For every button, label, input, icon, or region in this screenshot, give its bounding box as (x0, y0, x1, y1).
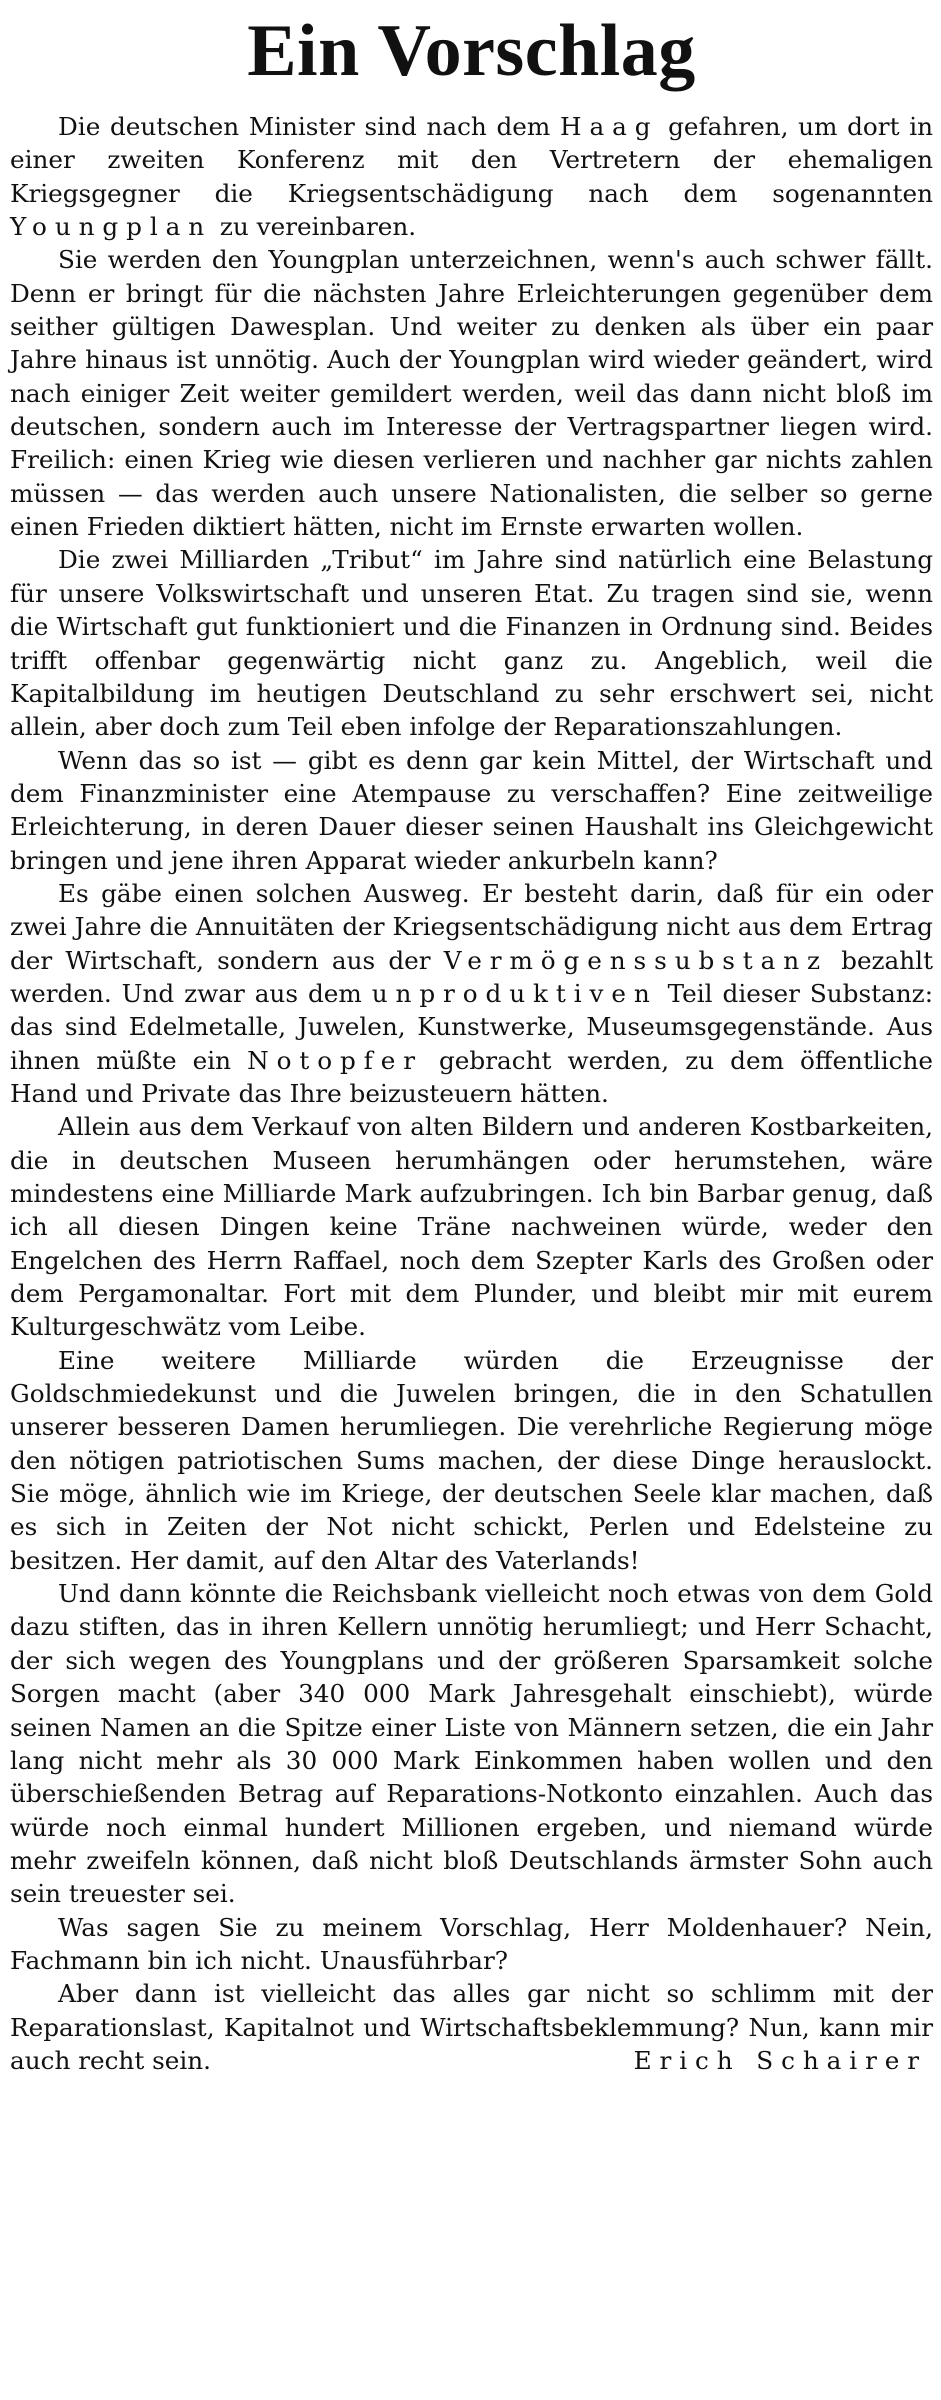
text-run: Es gäbe einen solchen Ausweg. Er besteht darin, daß für ein oder zwei Jahre die Annuitäten der Kriegsentschädigung nicht aus dem Ertrag der Wirtschaft, sondern aus der (10, 878, 933, 975)
paragraph (10, 877, 933, 1110)
spaced-word: Notopfer (247, 1045, 423, 1075)
text-run: gefahren, um dort in einer zweiten Konferenz mit den Vertretern der ehemaligen Kriegsgegner die Kriegsentschädigung nach dem sogenannten (10, 112, 933, 208)
text-run: zu vereinbaren. (212, 212, 417, 242)
article-body (10, 110, 933, 2077)
paragraph: Was sagen Sie zu meinem Vorschlag, Herr Moldenhauer? Nein, Fachmann bin ich nicht. Unausführbar? (10, 1912, 933, 1975)
spaced-word: Youngplan (10, 212, 213, 242)
text-run: Teil dieser Substanz: das sind Edelmetalle, Juwelen, Kunstwerke, Museumsgegenstände. Aus ihnen müßte ein (10, 978, 934, 1075)
paragraph (10, 110, 933, 243)
text-run: gebracht werden, zu dem öffentliche Hand und Private das Ihre beizusteuern hätten. (10, 1045, 934, 1108)
spaced-word: Haag (560, 112, 659, 141)
spaced-word: unproduktiven (371, 978, 658, 1008)
article-title: Ein Vorschlag (247, 10, 696, 92)
text-run: Aber dann ist vielleicht das alles gar nicht so schlimm mit der Reparationslast, Kapitalnot und Wirtschaftsbeklemmung? Nun, kann mir auch recht sein. (10, 1979, 933, 2075)
paragraph (10, 1977, 933, 2077)
paragraph: Sie werden den Youngplan unterzeichnen, wenn's auch schwer fällt. Denn er bringt für die nächsten Jahre Erleichterungen gegenüber dem seither gültigen Dawesplan. Und weiter zu denken als über ein paar Jahre hinaus ist unnötig. Auch der Youngplan wird wieder geändert, wird nach einiger Zeit weiter gemildert werden, weil das dann nicht bloß im deutschen, sondern auch im Interesse der Vertragspartner liegen wird. Freilich: einen Krieg wie diesen verlieren und nachher gar nichts zahlen müssen — das werden auch unsere Nationalisten, die selber so gerne einen Frieden diktiert hätten, nicht im Ernste erwarten wollen. (10, 245, 933, 542)
text-run: Die deutschen Minister sind nach dem (58, 112, 561, 141)
text-run: bezahlt werden. Und zwar aus dem (10, 945, 933, 1008)
paragraph: Eine weitere Milliarde würden die Erzeugnisse der Goldschmiedekunst und die Juwelen bringen, die in den Schatullen unserer besseren Damen herumliegen. Die verehrliche Regierung möge den nötigen patriotischen Sums machen, der diese Dinge herauslockt. Sie möge, ähnlich wie im Kriege, der deutschen Seele klar machen, daß es sich in Zeiten der Not nicht schickt, Perlen und Edelsteine zu besitzen. Her damit, auf den Altar des Vaterlands! (10, 1345, 933, 1575)
spaced-word: Vermögenssubstanz (443, 945, 828, 975)
paragraph: Wenn das so ist — gibt es denn gar kein Mittel, der Wirtschaft und dem Finanzminister eine Atempause zu verschaffen? Eine zeitweilige Erleichterung, in deren Dauer dieser seinen Haushalt ins Gleichgewicht bringen und jene ihren Apparat wieder ankurbeln kann? (10, 745, 933, 875)
author-byline: Erich Schairer (633, 2045, 927, 2075)
paragraph: Die zwei Milliarden „Tribut“ im Jahre sind natürlich eine Belastung für unsere Volkswirtschaft und unseren Etat. Zu tragen sind sie, wenn die Wirtschaft gut funktioniert und die Finanzen in Ordnung sind. Beides trifft offenbar gegenwärtig nicht ganz zu. Angeblich, weil die Kapitalbildung im heutigen Deutschland zu sehr erschwert sei, nicht allein, aber doch zum Teil eben infolge der Reparationszahlungen. (10, 545, 933, 742)
paragraph: Allein aus dem Verkauf von alten Bildern und anderen Kostbarkeiten, die in deutschen Museen herumhängen oder herumstehen, wäre mindestens eine Milliarde Mark aufzubringen. Ich bin Barbar genug, daß ich all diesen Dingen keine Träne nachweinen würde, weder den Engelchen des Herrn Raffael, noch dem Szepter Karls des Großen oder dem Pergamonaltar. Fort mit dem Plunder, und bleibt mir mit eurem Kulturgeschwätz vom Leibe. (10, 1112, 933, 1342)
paragraph: Und dann könnte die Reichsbank vielleicht noch etwas von dem Gold dazu stiften, das in ihren Kellern unnötig herumliegt; und Herr Schacht, der sich wegen des Youngplans und der größeren Sparsamkeit solche Sorgen macht (aber 340 000 Mark Jahresgehalt einschiebt), würde seinen Namen an die Spitze einer Liste von Männern setzen, die ein Jahr lang nicht mehr als 30 000 Mark Einkommen haben wollen und den überschießenden Betrag auf Reparations-Notkonto einzahlen. Auch das würde noch einmal hundert Millionen ergeben, und niemand würde mehr zweifeln können, daß nicht bloß Deutschlands ärmster Sohn auch sein treuester sei. (10, 1579, 933, 1909)
